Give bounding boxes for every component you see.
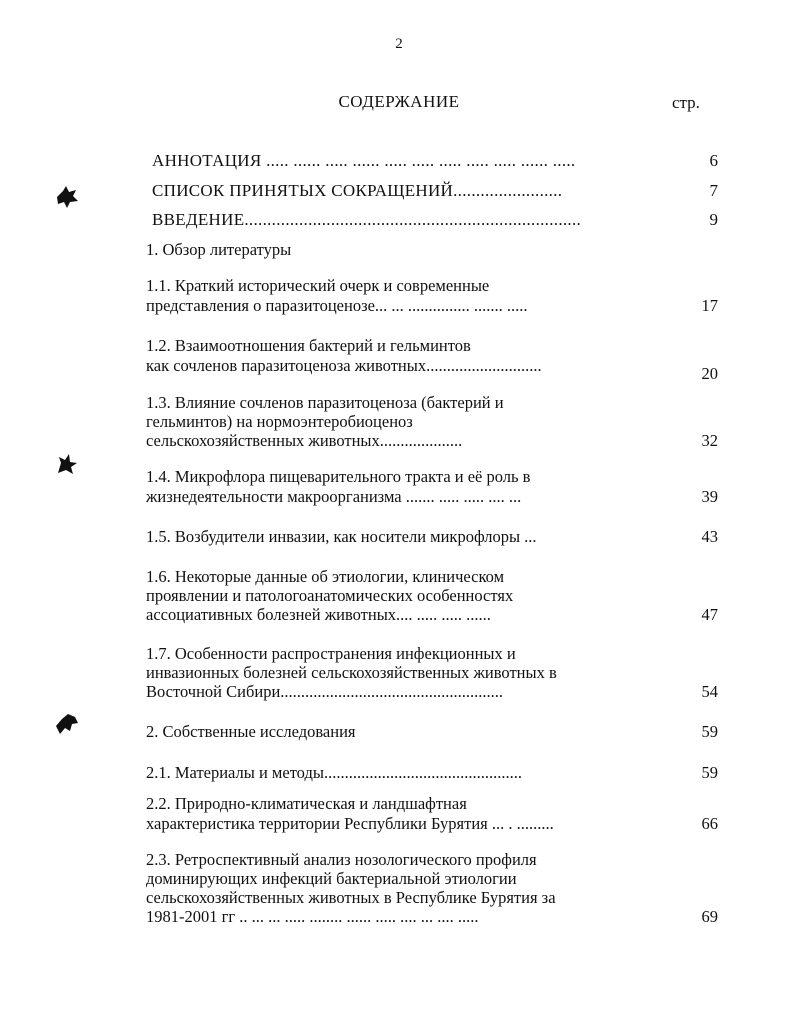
toc-entry-text: 1.7. Особенности распространения инфекционных и [146,644,516,663]
toc-entry-text: сельскохозяйственных животных.................... [146,431,463,450]
toc-entry-text: 2.1. Материалы и методы................................................ [146,763,522,782]
toc-entry-text: доминирующих инфекций бактериальной этиологии [146,869,517,888]
toc-entry-text: Восточной Сибири...................................................... [146,682,504,701]
toc-entry-text: как сочленов паразитоценоза животных............................ [146,356,542,375]
toc-entry-page: 69 [701,907,718,926]
toc-entry-text: 1.5. Возбудители инвазии, как носители микрофлоры ... [146,527,537,546]
toc-entry-page: 17 [701,296,718,315]
toc-entry-text: 2.3. Ретроспективный анализ нозологического профиля [146,850,537,869]
toc-entry-page: 43 [701,527,718,546]
toc-entry-page: 20 [701,364,718,383]
ink-blot-icon [54,184,80,210]
toc-entry-text: проявлении и патологоанатомических особенностях [146,586,514,605]
toc-entry-text: 1. Обзор литературы [146,240,292,259]
toc-entry-text: 1.3. Влияние сочленов паразитоценоза (бактерий и [146,393,504,412]
toc-entry-text: 2. Собственные исследования [146,722,356,741]
ink-blot-icon [54,451,80,477]
page-column-label: стр. [672,93,700,112]
toc-entry-text: инвазионных болезней сельскохозяйственных животных в [146,663,557,682]
toc-entry-text: 1.4. Микрофлора пищеварительного тракта и её роль в [146,467,531,486]
toc-entry-text: сельскохозяйственных животных в Республике Бурятия за [146,888,556,907]
toc-entry-text: представления о паразитоценозе... ... ............... ....... ..... [146,296,528,315]
page-number: 2 [395,36,403,52]
toc-entry-text: характеристика территории Республики Бурятия ... . ......... [146,814,554,833]
toc-entry-page: 59 [701,722,718,741]
toc-entry-page: 59 [701,763,718,782]
toc-entry-text: жизнедеятельности макроорганизма ....... ..... ..... .... ... [146,487,522,506]
toc-entry-text: 1981-2001 гг .. ... ... ..... ........ ...... ..... .... ... .... ..... [146,907,479,926]
toc-entry-text: ВВЕДЕНИЕ.......................................................................... [152,210,582,229]
toc-entry-page: 32 [701,431,718,450]
toc-entry-text: ассоциативных болезней животных.... ..... ..... ...... [146,605,491,624]
toc-entry-text: гельминтов) на нормоэнтеробиоценоз [146,412,413,431]
toc-entry-text: 1.6. Некоторые данные об этиологии, клиническом [146,567,505,586]
toc-entry-page: 39 [701,487,718,506]
toc-entry-page: 9 [709,210,718,229]
page-title: СОДЕРЖАНИЕ [338,92,460,111]
toc-entry-page: 47 [701,605,718,624]
toc-entry-text: 1.1. Краткий исторический очерк и современные [146,276,490,295]
toc-entry-text: 1.2. Взаимоотношения бактерий и гельминтов [146,336,471,355]
toc-entry-page: 7 [709,181,718,200]
toc-entry-page: 66 [701,814,718,833]
toc-entry-text: СПИСОК ПРИНЯТЫХ СОКРАЩЕНИЙ........................ [152,181,563,200]
toc-entry-text: 2.2. Природно-климатическая и ландшафтная [146,794,467,813]
toc-entry-text: АННОТАЦИЯ ..... ...... ..... ...... ..... ..... ..... ..... ..... ...... ..... [152,151,576,170]
toc-entry-page: 54 [701,682,718,701]
ink-blot-icon [54,710,80,736]
toc-entry-page: 6 [709,151,718,170]
